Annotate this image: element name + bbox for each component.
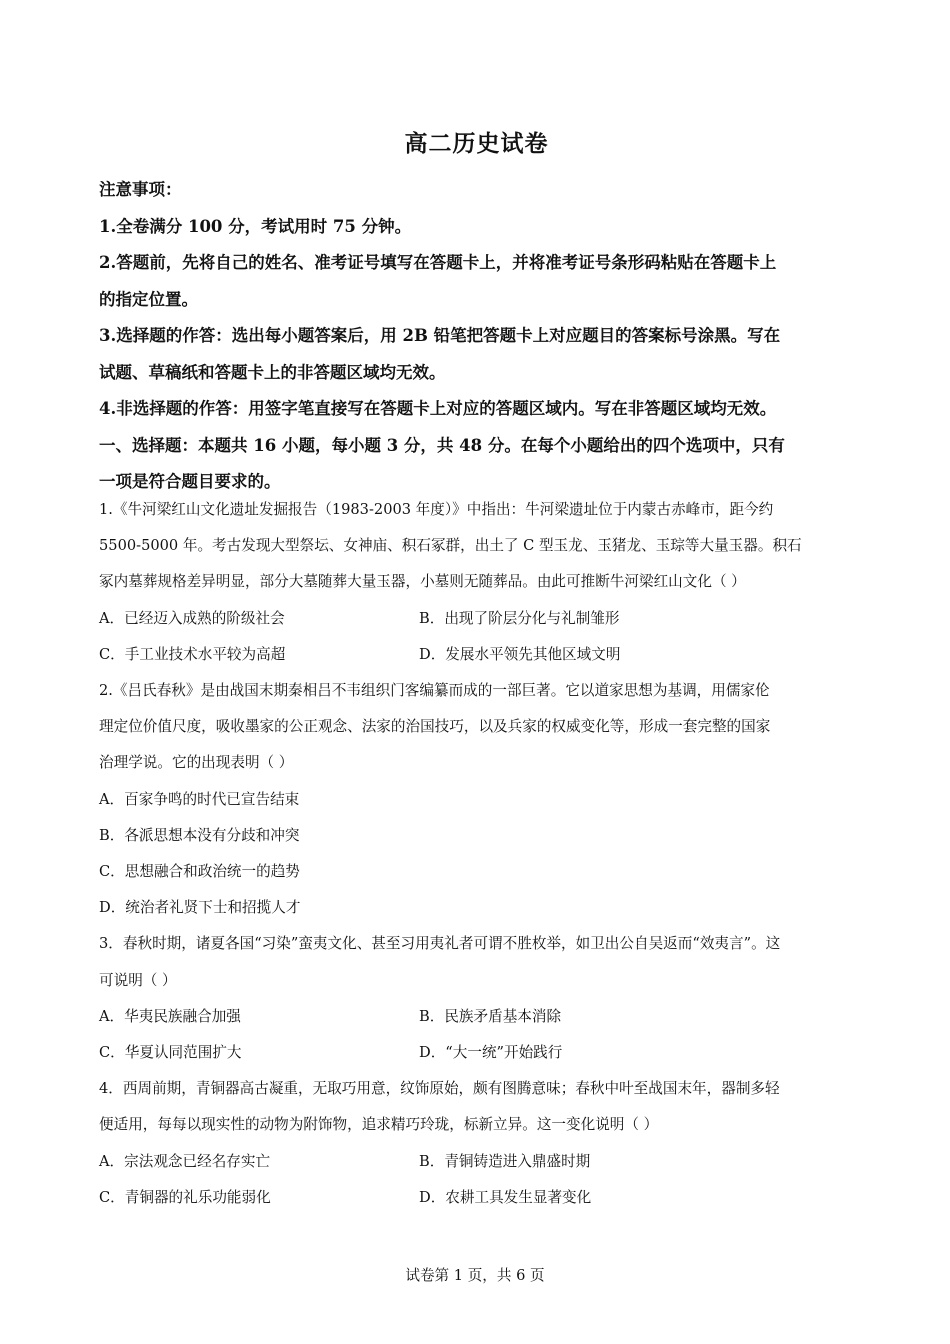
section-heading: 一、选择题：本题共 16 小题，每小题 3 分，共 48 分。在每个小题给出的四个选项中，只有 [99, 435, 785, 455]
option-c: C．青铜器的礼乐功能弱化 [99, 1188, 271, 1206]
question-3 [99, 926, 859, 1071]
options-row [99, 637, 859, 673]
page-footer: 试卷第 1 页，共 6 页 [405, 1267, 545, 1284]
question-text: 1.《牛河梁红山文化遗址发掘报告（1983-2003 年度）》中指出：牛河梁遗址位于内蒙古赤峰市，距今约 [99, 501, 774, 518]
question-1 [99, 492, 859, 673]
notes-block [99, 172, 859, 501]
notes-line: 4.非选择题的作答：用签字笔直接写在答题卡上对应的答题区域内。写在非答题区域均无效。 [99, 399, 777, 418]
option-a: A．宗法观念已经名存实亡 [99, 1152, 271, 1170]
questions-block [99, 492, 859, 1216]
question-text: 2.《吕氏春秋》是由战国末期秦相吕不韦组织门客编纂而成的一部巨著。它以道家思想为基调，用儒家伦 [99, 682, 770, 700]
question-text: 治理学说。它的出现表明（ ） [99, 754, 294, 772]
option-c: C．华夏认同范围扩大 [99, 1044, 242, 1062]
option-d: D．农耕工具发生显著变化 [419, 1188, 592, 1206]
options-row [99, 601, 859, 637]
option-c: C．手工业技术水平较为高超 [99, 645, 286, 663]
options-row [99, 1144, 859, 1180]
option-d: D．“大一统”开始践行 [419, 1044, 563, 1062]
option-a: A．百家争鸣的时代已宣告结束 [99, 790, 300, 808]
question-text: 理定位价值尺度，吸收墨家的公正观念、法家的治国技巧，以及兵家的权威变化等，形成一套完整的国家 [99, 718, 771, 736]
option-d: D．统治者礼贤下士和招揽人才 [99, 899, 301, 917]
question-4 [99, 1071, 859, 1216]
option-c: C．思想融合和政治统一的趋势 [99, 863, 300, 881]
question-2 [99, 673, 859, 926]
notes-line: 的指定位置。 [99, 289, 198, 309]
question-text: 冢内墓葬规格差异明显，部分大墓随葬大量玉器，小墓则无随葬品。由此可推断牛河梁红山文化（ ） [99, 573, 746, 591]
notes-line: 1.全卷满分 100 分，考试用时 75 分钟。 [99, 216, 412, 236]
question-text: 5500-5000 年。考古发现大型祭坛、女神庙、积石冢群，出土了 C 型玉龙、玉猪龙、玉琮等大量玉器。积石 [99, 537, 802, 555]
question-text: 4．西周前期，青铜器高古凝重，无取巧用意，纹饰原始，颇有图腾意味；春秋中叶至战国末年，器制多轻 [99, 1080, 780, 1098]
notes-line: 2.答题前，先将自己的姓名、准考证号填写在答题卡上，并将准考证号条形码粘贴在答题卡上 [99, 253, 777, 272]
option-b: B．民族矛盾基本消除 [419, 1007, 562, 1025]
question-text: 可说明（ ） [99, 971, 177, 989]
option-d: D．发展水平领先其他区域文明 [419, 645, 621, 663]
options-row [99, 999, 859, 1035]
notes-line: 3.选择题的作答：选出每小题答案后，用 2B 铅笔把答题卡上对应题目的答案标号涂黑。写在 [99, 326, 781, 345]
section-heading: 一项是符合题目要求的。 [99, 472, 281, 491]
option-a: A．华夷民族融合加强 [99, 1007, 241, 1025]
option-b: B．各派思想本没有分歧和冲突 [99, 826, 300, 844]
options-row [99, 1035, 859, 1071]
option-b: B．出现了阶层分化与礼制雏形 [419, 609, 620, 627]
page-title: 高二历史试卷 [404, 130, 549, 157]
options-row [99, 1180, 859, 1216]
notes-line: 试题、草稿纸和答题卡上的非答题区域均无效。 [99, 362, 446, 382]
option-a: A．已经迈入成熟的阶级社会 [99, 609, 285, 627]
question-text: 便适用，每每以现实性的动物为附饰物，追求精巧玲珑，标新立异。这一变化说明（ ） [99, 1116, 659, 1134]
notes-heading: 注意事项： [99, 180, 182, 199]
option-b: B．青铜铸造进入鼎盛时期 [419, 1152, 591, 1170]
question-text: 3．春秋时期，诸夏各国“习染”蛮夷文化、甚至习用夷礼者可谓不胜枚举，如卫出公自吴返而“效夷言”。这 [99, 935, 781, 953]
